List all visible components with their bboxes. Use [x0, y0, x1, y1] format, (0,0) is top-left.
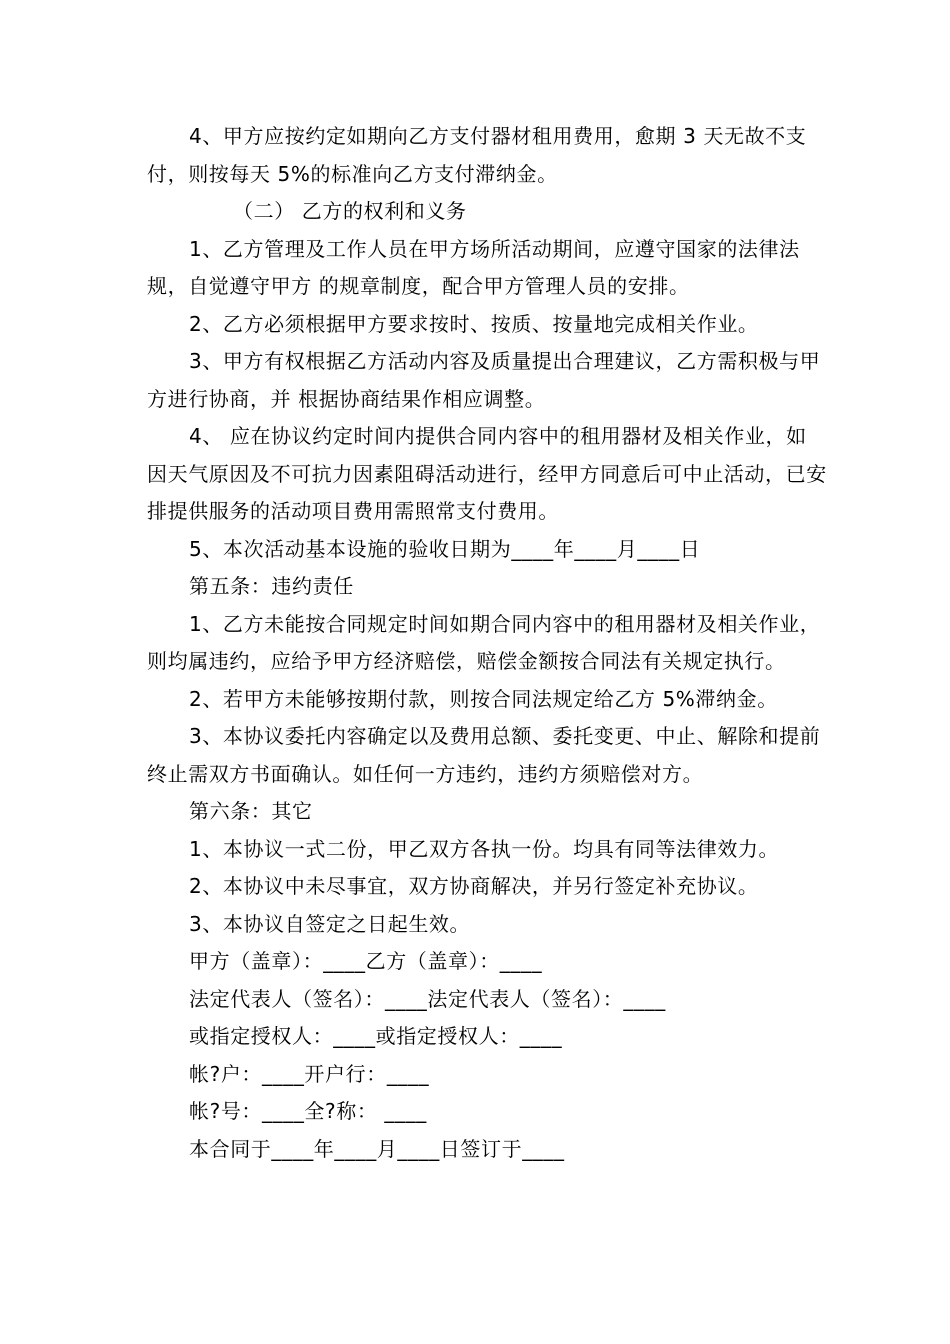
- paragraph-party-b-4: 4、 应在协议约定时间内提供合同内容中的租用器材及相关作业，如因天气原因及不可抗力因素阻碍活动进行，经甲方同意后可中止活动，已安排提供服务的活动项目费用需照常支付费用。: [147, 424, 827, 523]
- paragraph-other-1: 1、本协议一式二份，甲乙双方各执一份。均具有同等法律效力。: [189, 836, 780, 861]
- paragraph-party-b-1: 1、乙方管理及工作人员在甲方场所活动期间，应遵守国家的法律法规，自觉遵守甲方 的规章制度，配合甲方管理人员的安排。: [147, 236, 800, 298]
- signature-line-account-number: 帐?号：____全?称： ____: [189, 1099, 427, 1123]
- signature-line-legal-rep: 法定代表人（签名）：____法定代表人（签名）：____: [189, 986, 666, 1011]
- paragraph-breach-3: 3、本协议委托内容确定以及费用总额、委托变更、中止、解除和提前终止需双方书面确认。如任何一方违约，违约方须赔偿对方。: [147, 724, 821, 786]
- paragraph-party-b-5: 5、本次活动基本设施的验收日期为____年____月____日: [189, 536, 701, 561]
- signature-line-seal: 甲方（盖章）：____乙方（盖章）：____: [189, 949, 543, 973]
- paragraph-other-3: 3、本协议自签定之日起生效。: [189, 911, 471, 936]
- section-heading-party-b-rights: （二） 乙方的权利和义务: [233, 199, 467, 223]
- paragraph-party-b-2: 2、乙方必须根据甲方要求按时、按质、按量地完成相关作业。: [189, 311, 759, 336]
- document-body: [147, 118, 827, 1168]
- paragraph-breach-1: 1、乙方未能按合同规定时间如期合同内容中的租用器材及相关作业，则均属违约，应给予甲方经济赔偿，赔偿金额按合同法有关规定执行。: [147, 611, 821, 673]
- paragraph-other-2: 2、本协议中未尽事宜，双方协商解决，并另行签定补充协议。: [189, 874, 759, 898]
- paragraph-party-b-3: 3、甲方有权根据乙方活动内容及质量提出合理建议，乙方需积极与甲方进行协商，并 根据协商结果作相应调整。: [147, 349, 821, 411]
- paragraph-party-a-payment: 4、甲方应按约定如期向乙方支付器材租用费用，愈期 3 天无故不支付，则按每天 5%的标准向乙方支付滞纳金。: [147, 124, 807, 186]
- signature-line-date-place: 本合同于____年____月____日签订于____: [189, 1136, 565, 1161]
- paragraph-breach-2: 2、若甲方未能够按期付款，则按合同法规定给乙方 5%滞纳金。: [189, 686, 778, 711]
- signature-line-authorized: 或指定授权人：____或指定授权人：____: [189, 1024, 563, 1048]
- article-six-heading: 第六条：其它: [189, 799, 313, 823]
- signature-line-account: 帐?户：____开户行：____: [189, 1061, 430, 1086]
- article-five-heading: 第五条：违约责任: [189, 574, 354, 598]
